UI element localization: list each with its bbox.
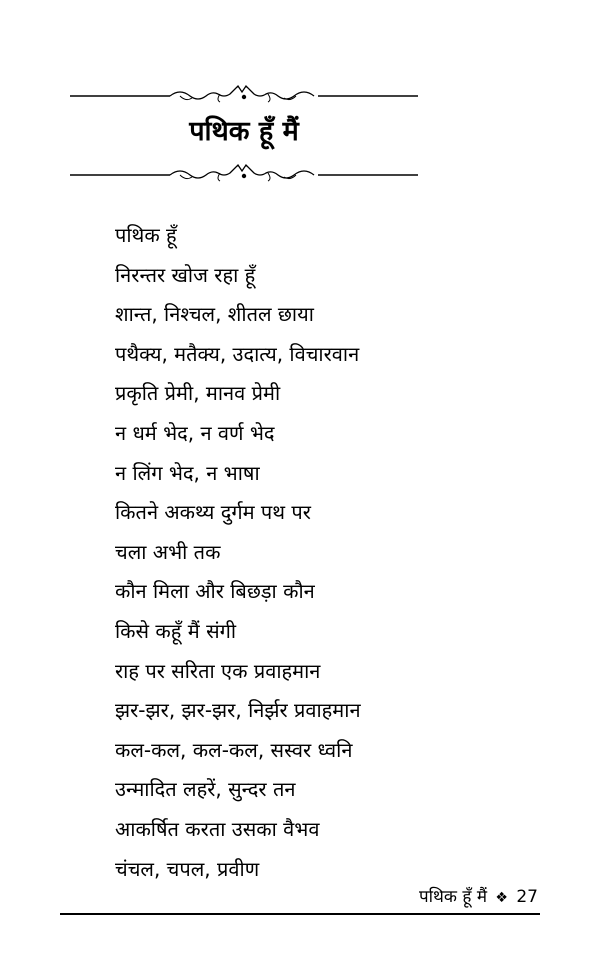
page-title: पथिक हूँ मैं [189,116,299,147]
poem-line: चला अभी तक [115,539,221,564]
poem-line: आकर्षित करता उसका वैभव [115,816,320,841]
poem-line: न धर्म भेद, न वर्ण भेद [115,420,275,445]
poem-line: कल-कल, कल-कल, सस्वर ध्वनि [115,737,353,762]
poem-line: न लिंग भेद, न भाषा [115,460,260,485]
poem-line: प्रकृति प्रेमी, मानव प्रेमी [115,381,281,406]
poem-line: शान्त, निश्चल, शीतल छाया [115,302,314,327]
page-footer [419,884,538,907]
poem-line: निरन्तर खोज रहा हूँ [115,262,256,287]
poem-line: झर-झर, झर-झर, निर्झर प्रवाहमान [115,698,361,723]
footer-rule [60,913,540,915]
poem-line: पथैक्य, मतैक्य, उदात्य, विचारवान [115,341,360,366]
poem-line: कितने अकथ्य दुर्गम पथ पर [115,500,311,525]
diamond-ornament-icon: ❖ [495,890,508,906]
flourish-divider-icon [70,161,418,185]
flourish-divider-icon [70,82,418,106]
poem-line: उन्मादित लहरें, सुन्दर तन [115,777,296,802]
poem-line: चंचल, चपल, प्रवीण [115,856,260,881]
running-title: पथिक हूँ मैं [419,887,487,907]
poem-line: किसे कहूँ मैं संगी [115,618,237,643]
poem-line: राह पर सरिता एक प्रवाहमान [115,658,321,683]
poem-line: पथिक हूँ [115,223,177,247]
poem-body [115,216,361,889]
page-number: 27 [516,887,538,907]
poem-line: कौन मिला और बिछड़ा कौन [115,579,315,604]
